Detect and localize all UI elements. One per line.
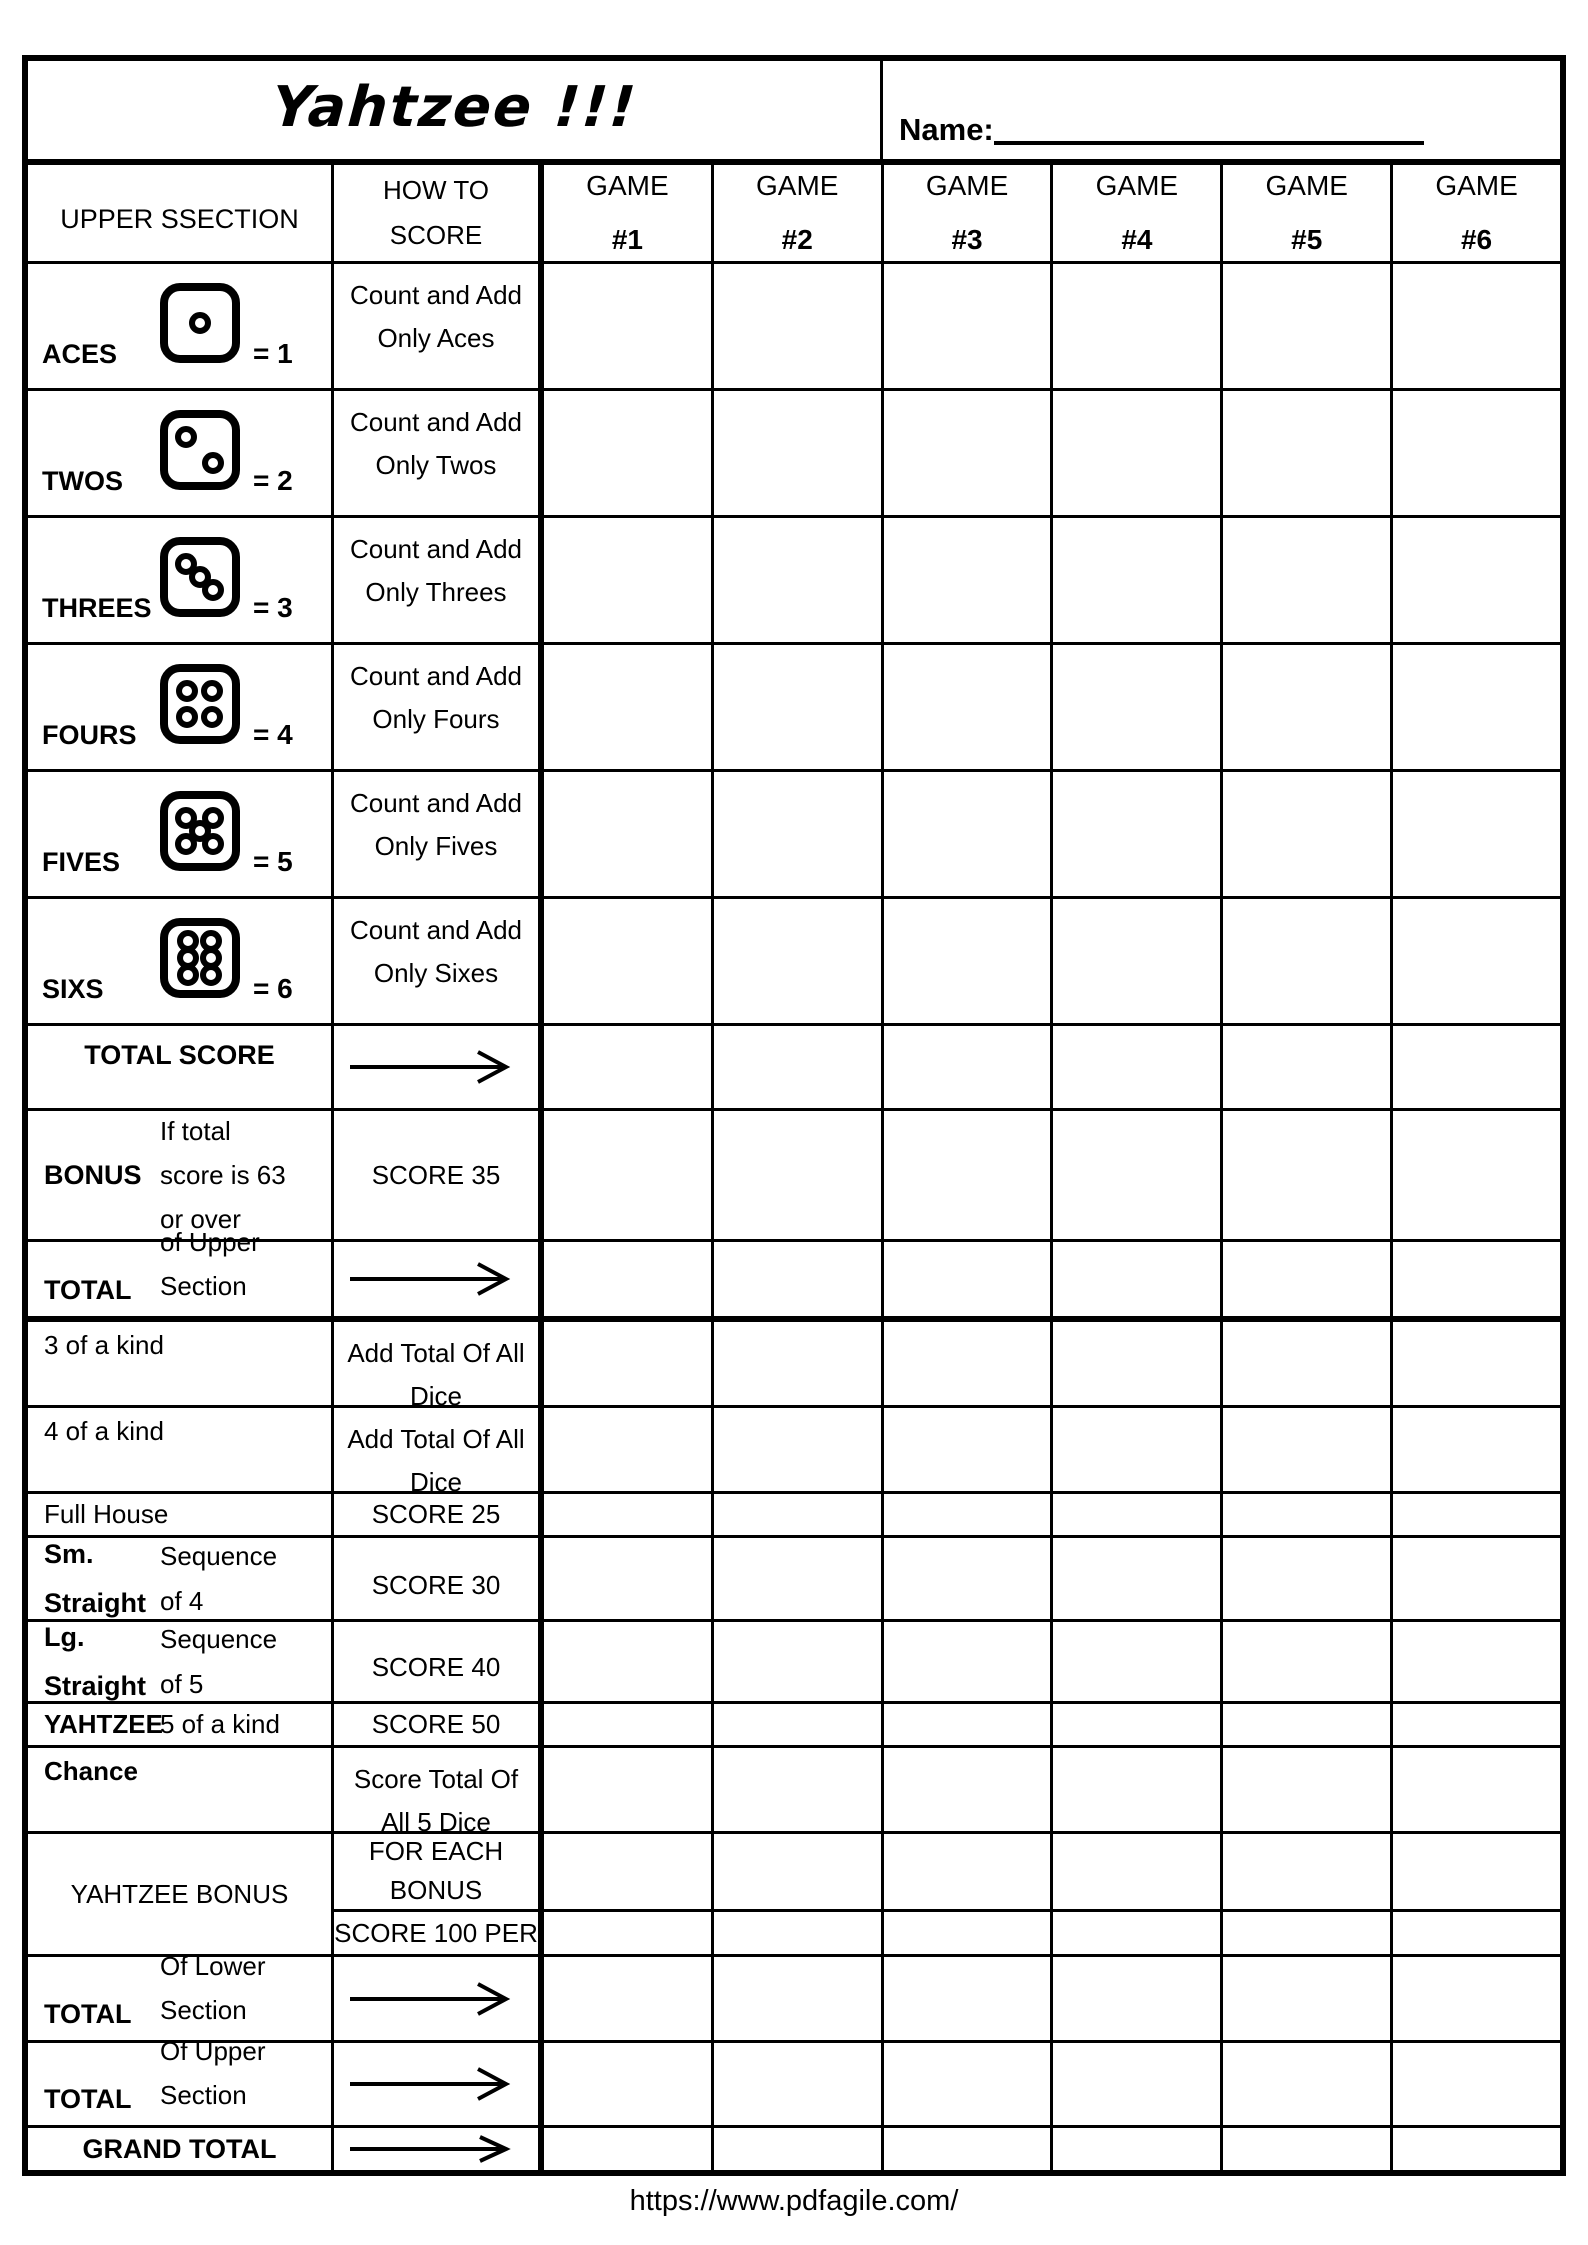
title-band [28, 61, 1560, 165]
score-cell-total-score-game-6[interactable] [1393, 1026, 1560, 1108]
score-cell-threes-game-3[interactable] [884, 518, 1054, 642]
total-upper-label: TOTAL [44, 1275, 132, 1305]
title-cell [28, 61, 883, 159]
row-yahtzee-bonus [28, 1834, 1560, 1957]
three-of-a-kind-label: 3 of a kind [28, 1322, 334, 1405]
score-cell-grand-total-game-2[interactable] [714, 2128, 884, 2170]
score-cell-full-house-game-3[interactable] [884, 1494, 1054, 1535]
arrow-right-icon [344, 2064, 528, 2104]
score-cell-four-of-a-kind-game-6[interactable] [1393, 1408, 1560, 1491]
score-cell-grand-total-game-1[interactable] [544, 2128, 714, 2170]
full-house-how: SCORE 25 [334, 1494, 544, 1535]
row-chance [28, 1748, 1560, 1837]
score-cell-yahtzee-game-4[interactable] [1053, 1704, 1223, 1745]
score-cell-chance-game-6[interactable] [1393, 1748, 1560, 1831]
threes-how: Count and Add Only Threes [349, 534, 523, 607]
score-cell-fives-game-5[interactable] [1223, 772, 1393, 896]
yahtzee-bonus-how-top: FOR EACH BONUS [334, 1834, 538, 1912]
name-label: Name: [899, 112, 994, 147]
die-pip [176, 706, 198, 728]
game-5-header: GAME #5 [1223, 165, 1393, 261]
total-upper-2-description: Of Upper Section [160, 2035, 266, 2110]
score-cell-twos-game-6[interactable] [1393, 391, 1560, 515]
row-four-of-a-kind [28, 1408, 1560, 1497]
score-cell-total-score-game-3[interactable] [884, 1026, 1054, 1108]
row-grand-total [28, 2128, 1560, 2170]
yahtzee-bonus-how-bottom: SCORE 100 PER [334, 1917, 538, 1948]
twos-label: TWOS [42, 466, 123, 496]
small-straight-description: Sequence of 4 [160, 1541, 278, 1616]
score-cell-total-upper-game-2[interactable] [714, 1242, 884, 1316]
score-cell-bonus-game-4[interactable] [1053, 1111, 1223, 1239]
score-cell-large-straight-game-2[interactable] [714, 1622, 884, 1701]
bonus-how: SCORE 35 [334, 1111, 544, 1239]
score-cell-total-score-game-1[interactable] [544, 1026, 714, 1108]
score-cell-total-score-game-5[interactable] [1223, 1026, 1393, 1108]
game-6-header: GAME #6 [1435, 170, 1518, 255]
score-cell-four-of-a-kind-game-1[interactable] [544, 1408, 714, 1491]
row-total-score [28, 1026, 1560, 1111]
page-title: Yahtzee !!! [269, 74, 639, 140]
die-3-icon [160, 537, 240, 617]
score-cell-total-lower-game-6[interactable] [1393, 1957, 1560, 2040]
score-cell-aces-game-6[interactable] [1393, 264, 1560, 388]
score-cell-full-house-game-1[interactable] [544, 1494, 714, 1535]
die-pip [202, 833, 224, 855]
score-cell-total-lower-game-1[interactable] [544, 1957, 714, 2040]
die-4-icon [160, 664, 240, 744]
score-cell-fours-game-6[interactable] [1393, 645, 1560, 769]
die-pip [176, 680, 198, 702]
score-cell-total-upper-2-game-3[interactable] [884, 2043, 1054, 2125]
large-straight-label: Lg. Straight [44, 1621, 147, 1701]
total-upper-2-label: TOTAL [44, 2084, 132, 2114]
score-cell-threes-game-5[interactable] [1223, 518, 1393, 642]
game-2-header: GAME #2 [714, 165, 884, 261]
score-sheet [22, 55, 1566, 2176]
die-pip [175, 426, 197, 448]
score-cell-yahtzee-game-3[interactable] [884, 1704, 1054, 1745]
name-field-cell [883, 61, 1560, 159]
score-cell-yahtzee-bonus-bottom-game-6[interactable] [1393, 1912, 1560, 1954]
score-cell-bonus-game-6[interactable] [1393, 1111, 1560, 1239]
row-threes [28, 518, 1560, 645]
score-cell-aces-game-1[interactable] [544, 264, 714, 388]
threes-label: THREES [42, 593, 152, 623]
total-lower-label: TOTAL [44, 1999, 132, 2029]
score-cell-fives-game-1[interactable] [544, 772, 714, 896]
how-to-score-line1: HOW TO [383, 174, 489, 205]
score-cell-aces-game-2[interactable] [714, 264, 884, 388]
score-cell-yahtzee-bonus-bottom-game-4[interactable] [1053, 1912, 1220, 1954]
score-cell-twos-game-1[interactable] [544, 391, 714, 515]
die-pip [177, 964, 199, 986]
score-cell-four-of-a-kind-game-2[interactable] [714, 1408, 884, 1491]
score-cell-threes-game-2[interactable] [714, 518, 884, 642]
score-cell-yahtzee-game-6[interactable] [1393, 1704, 1560, 1745]
score-cell-full-house-game-5[interactable] [1223, 1494, 1393, 1535]
die-pip [201, 706, 223, 728]
score-cell-sixs-game-5[interactable] [1223, 899, 1393, 1023]
score-cell-yahtzee-game-1[interactable] [544, 1704, 714, 1745]
score-cell-yahtzee-bonus-bottom-game-2[interactable] [714, 1912, 881, 1954]
score-cell-fours-game-2[interactable] [714, 645, 884, 769]
score-cell-yahtzee-bonus-top-game-1[interactable] [544, 1834, 711, 1912]
score-cell-total-score-game-2[interactable] [714, 1026, 884, 1108]
score-cell-total-upper-game-1[interactable] [544, 1242, 714, 1316]
fives-equals: = 5 [253, 846, 293, 877]
score-column-yahtzee-bonus-game-5 [1223, 1834, 1393, 1954]
how-to-score-line2: SCORE [389, 220, 483, 250]
score-cell-threes-game-4[interactable] [1053, 518, 1223, 642]
small-straight-label: Sm. Straight [44, 1538, 147, 1618]
score-cell-total-upper-2-game-5[interactable] [1223, 2043, 1393, 2125]
die-pip [202, 579, 224, 601]
score-cell-three-of-a-kind-game-5[interactable] [1223, 1322, 1393, 1405]
score-column-yahtzee-bonus-game-6 [1393, 1834, 1560, 1954]
score-cell-aces-game-5[interactable] [1223, 264, 1393, 388]
bonus-description: If total score is 63 or over [160, 1115, 286, 1235]
score-column-yahtzee-bonus-game-3 [884, 1834, 1054, 1954]
score-cell-total-upper-2-game-6[interactable] [1393, 2043, 1560, 2125]
score-cell-three-of-a-kind-game-4[interactable] [1053, 1322, 1223, 1405]
twos-equals: = 2 [253, 465, 293, 496]
score-cell-sixs-game-2[interactable] [714, 899, 884, 1023]
column-header-row [28, 165, 1560, 264]
score-cell-total-lower-game-2[interactable] [714, 1957, 884, 2040]
score-cell-yahtzee-bonus-top-game-3[interactable] [884, 1834, 1051, 1912]
score-cell-large-straight-game-4[interactable] [1053, 1622, 1223, 1701]
sixs-label: SIXS [42, 974, 104, 1004]
score-cell-total-lower-game-4[interactable] [1053, 1957, 1223, 2040]
score-cell-large-straight-game-5[interactable] [1223, 1622, 1393, 1701]
score-cell-threes-game-1[interactable] [544, 518, 714, 642]
fours-equals: = 4 [253, 719, 293, 750]
row-total-upper-2 [28, 2035, 1560, 2128]
row-full-house [28, 1494, 1560, 1538]
total-lower-description: Of Lower Section [160, 1950, 266, 2025]
game-3-header: GAME #3 [884, 165, 1054, 261]
score-cell-small-straight-game-4[interactable] [1053, 1538, 1223, 1619]
score-cell-fives-game-3[interactable] [884, 772, 1054, 896]
score-cell-fives-game-6[interactable] [1393, 772, 1560, 896]
arrow-right-icon [344, 1047, 528, 1087]
fives-how: Count and Add Only Fives [349, 788, 523, 861]
score-cell-bonus-game-3[interactable] [884, 1111, 1054, 1239]
score-cell-twos-game-3[interactable] [884, 391, 1054, 515]
score-cell-small-straight-game-5[interactable] [1223, 1538, 1393, 1619]
game-1-header: GAME #1 [544, 165, 714, 261]
row-aces [28, 264, 1560, 391]
upper-section-header: UPPER SSECTION [28, 165, 334, 261]
aces-how: Count and Add Only Aces [349, 280, 523, 353]
large-straight-description: Sequence of 5 [160, 1624, 278, 1699]
score-cell-yahtzee-bonus-top-game-5[interactable] [1223, 1834, 1390, 1912]
fives-label: FIVES [42, 847, 121, 877]
score-cell-full-house-game-6[interactable] [1393, 1494, 1560, 1535]
score-cell-yahtzee-bonus-bottom-game-1[interactable] [544, 1912, 711, 1954]
large-straight-how: SCORE 40 [334, 1622, 544, 1701]
score-cell-yahtzee-bonus-bottom-game-5[interactable] [1223, 1912, 1390, 1954]
score-cell-four-of-a-kind-game-5[interactable] [1223, 1408, 1393, 1491]
score-cell-three-of-a-kind-game-6[interactable] [1393, 1322, 1560, 1405]
yahtzee-label: YAHTZEE [44, 1709, 163, 1739]
score-cell-chance-game-3[interactable] [884, 1748, 1054, 1831]
score-cell-four-of-a-kind-game-3[interactable] [884, 1408, 1054, 1491]
score-cell-total-upper-game-5[interactable] [1223, 1242, 1393, 1316]
score-cell-threes-game-6[interactable] [1393, 518, 1560, 642]
score-cell-bonus-game-2[interactable] [714, 1111, 884, 1239]
score-cell-total-upper-2-game-4[interactable] [1053, 2043, 1223, 2125]
arrow-right-icon [344, 1259, 528, 1299]
score-cell-chance-game-5[interactable] [1223, 1748, 1393, 1831]
score-cell-fours-game-5[interactable] [1223, 645, 1393, 769]
die-pip [175, 833, 197, 855]
row-large-straight [28, 1622, 1560, 1704]
score-cell-large-straight-game-6[interactable] [1393, 1622, 1560, 1701]
score-cell-yahtzee-bonus-top-game-2[interactable] [714, 1834, 881, 1912]
score-cell-chance-game-4[interactable] [1053, 1748, 1223, 1831]
chance-label: Chance [28, 1748, 334, 1831]
chance-how: Score Total Of All 5 Dice [353, 1764, 519, 1837]
row-yahtzee [28, 1704, 1560, 1748]
twos-how: Count and Add Only Twos [349, 407, 523, 480]
threes-equals: = 3 [253, 592, 293, 623]
score-cell-chance-game-2[interactable] [714, 1748, 884, 1831]
row-twos [28, 391, 1560, 518]
score-cell-four-of-a-kind-game-4[interactable] [1053, 1408, 1223, 1491]
score-cell-full-house-game-2[interactable] [714, 1494, 884, 1535]
die-pip [201, 680, 223, 702]
die-2-icon [160, 410, 240, 490]
small-straight-how: SCORE 30 [334, 1538, 544, 1619]
score-cell-total-upper-2-game-2[interactable] [714, 2043, 884, 2125]
row-total-upper [28, 1226, 1560, 1322]
score-column-yahtzee-bonus-game-1 [544, 1834, 714, 1954]
die-1-icon [160, 283, 240, 363]
score-cell-total-upper-game-6[interactable] [1393, 1242, 1560, 1316]
score-cell-grand-total-game-5[interactable] [1223, 2128, 1393, 2170]
score-cell-fours-game-1[interactable] [544, 645, 714, 769]
total-upper-description: of Upper Section [160, 1226, 260, 1301]
game-4-header: GAME #4 [1053, 165, 1223, 261]
fours-how: Count and Add Only Fours [349, 661, 523, 734]
aces-equals: = 1 [253, 338, 293, 369]
name-input-line[interactable] [994, 115, 1424, 145]
score-cell-grand-total-game-6[interactable] [1393, 2128, 1560, 2170]
fours-label: FOURS [42, 720, 137, 750]
aces-label: ACES [42, 339, 118, 369]
die-pip [200, 964, 222, 986]
four-of-a-kind-how: Add Total Of All Dice [347, 1424, 525, 1497]
score-cell-sixs-game-4[interactable] [1053, 899, 1223, 1023]
row-small-straight [28, 1538, 1560, 1622]
score-cell-yahtzee-bonus-top-game-4[interactable] [1053, 1834, 1220, 1912]
arrow-right-icon [344, 1979, 528, 2019]
grand-total-label: GRAND TOTAL [28, 2128, 334, 2170]
yahtzee-bonus-label: YAHTZEE BONUS [28, 1834, 334, 1954]
game-headers [544, 165, 1560, 261]
score-cell-aces-game-3[interactable] [884, 264, 1054, 388]
yahtzee-description: 5 of a kind [160, 1709, 280, 1739]
four-of-a-kind-label: 4 of a kind [28, 1408, 334, 1491]
score-cell-total-upper-2-game-1[interactable] [544, 2043, 714, 2125]
score-cell-total-upper-game-4[interactable] [1053, 1242, 1223, 1316]
score-cell-total-lower-game-3[interactable] [884, 1957, 1054, 2040]
score-cell-grand-total-game-4[interactable] [1053, 2128, 1223, 2170]
row-fives [28, 772, 1560, 899]
score-cell-full-house-game-4[interactable] [1053, 1494, 1223, 1535]
how-to-score-header [334, 165, 544, 261]
row-three-of-a-kind [28, 1322, 1560, 1411]
score-cell-twos-game-2[interactable] [714, 391, 884, 515]
score-cell-aces-game-4[interactable] [1053, 264, 1223, 388]
score-cell-three-of-a-kind-game-1[interactable] [544, 1322, 714, 1405]
score-cell-grand-total-game-3[interactable] [884, 2128, 1054, 2170]
yahtzee-how: SCORE 50 [334, 1704, 544, 1745]
bonus-label: BONUS [44, 1159, 142, 1190]
three-of-a-kind-how: Add Total Of All Dice [347, 1338, 525, 1411]
score-cell-yahtzee-bonus-bottom-game-3[interactable] [884, 1912, 1051, 1954]
score-cell-small-straight-game-2[interactable] [714, 1538, 884, 1619]
score-cell-large-straight-game-3[interactable] [884, 1622, 1054, 1701]
score-cell-three-of-a-kind-game-2[interactable] [714, 1322, 884, 1405]
score-cell-fives-game-4[interactable] [1053, 772, 1223, 896]
score-cell-chance-game-1[interactable] [544, 1748, 714, 1831]
score-cell-small-straight-game-6[interactable] [1393, 1538, 1560, 1619]
score-cell-sixs-game-1[interactable] [544, 899, 714, 1023]
footer-url[interactable]: https://www.pdfagile.com/ [629, 2185, 959, 2217]
score-column-yahtzee-bonus-game-4 [1053, 1834, 1223, 1954]
score-cell-sixs-game-6[interactable] [1393, 899, 1560, 1023]
arrow-right-icon [344, 2134, 528, 2164]
score-cell-large-straight-game-1[interactable] [544, 1622, 714, 1701]
score-cell-small-straight-game-1[interactable] [544, 1538, 714, 1619]
score-cell-total-score-game-4[interactable] [1053, 1026, 1223, 1108]
die-pip [189, 312, 211, 334]
score-cell-bonus-game-5[interactable] [1223, 1111, 1393, 1239]
score-cell-fours-game-4[interactable] [1053, 645, 1223, 769]
score-cell-fives-game-2[interactable] [714, 772, 884, 896]
score-column-yahtzee-bonus-game-2 [714, 1834, 884, 1954]
sixs-how: Count and Add Only Sixes [349, 915, 523, 988]
die-pip [202, 452, 224, 474]
full-house-label: Full House [44, 1499, 169, 1529]
total-score-label: TOTAL SCORE [28, 1026, 334, 1108]
score-cell-bonus-game-1[interactable] [544, 1111, 714, 1239]
row-sixs [28, 899, 1560, 1026]
score-cell-three-of-a-kind-game-3[interactable] [884, 1322, 1054, 1405]
score-cell-yahtzee-game-2[interactable] [714, 1704, 884, 1745]
score-cell-yahtzee-bonus-top-game-6[interactable] [1393, 1834, 1560, 1912]
row-fours [28, 645, 1560, 772]
score-cell-yahtzee-game-5[interactable] [1223, 1704, 1393, 1745]
score-cell-total-lower-game-5[interactable] [1223, 1957, 1393, 2040]
die-6-icon [160, 918, 240, 998]
score-cell-fours-game-3[interactable] [884, 645, 1054, 769]
sixs-equals: = 6 [253, 973, 293, 1004]
score-cell-total-upper-game-3[interactable] [884, 1242, 1054, 1316]
die-5-icon [160, 791, 240, 871]
score-cell-twos-game-4[interactable] [1053, 391, 1223, 515]
score-cell-twos-game-5[interactable] [1223, 391, 1393, 515]
score-cell-small-straight-game-3[interactable] [884, 1538, 1054, 1619]
score-cell-sixs-game-3[interactable] [884, 899, 1054, 1023]
